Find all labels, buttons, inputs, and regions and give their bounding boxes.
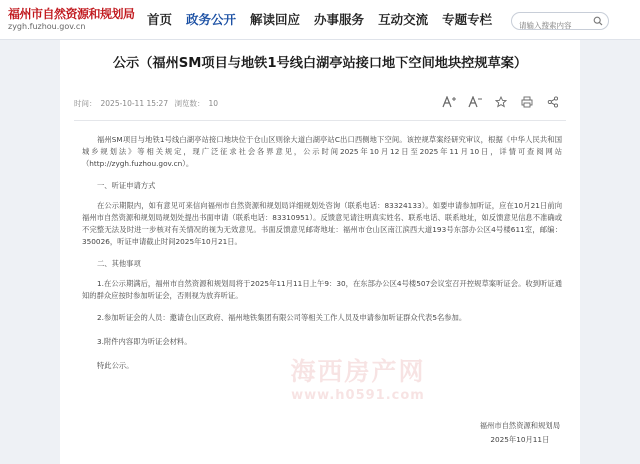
publish-time: 2025-10-11 15:27 bbox=[100, 99, 169, 108]
search-input[interactable] bbox=[512, 18, 590, 34]
nav-interaction[interactable]: 互动交流 bbox=[378, 12, 429, 27]
search-icon[interactable] bbox=[593, 16, 603, 26]
nav-government-affairs[interactable]: 政务公开 bbox=[186, 12, 237, 27]
section-heading-other: 二、其他事项 bbox=[97, 259, 141, 268]
search-box bbox=[511, 12, 609, 30]
view-count: 10 bbox=[208, 99, 219, 108]
signature bbox=[480, 419, 560, 447]
nav-special-topics[interactable]: 专题专栏 bbox=[442, 12, 493, 27]
paragraph-item-3: 3.附件内容即为听证会材料。 bbox=[97, 337, 192, 346]
article-panel bbox=[60, 40, 580, 464]
star-icon[interactable] bbox=[488, 95, 514, 109]
site-logo[interactable] bbox=[8, 7, 136, 32]
divider bbox=[74, 120, 566, 121]
views-label: 浏览数： bbox=[174, 99, 205, 108]
logo-url: zygh.fuzhou.gov.cn bbox=[8, 22, 86, 31]
paragraph-closing: 特此公示。 bbox=[97, 361, 134, 370]
site-header bbox=[0, 0, 640, 40]
nav-home[interactable]: 首页 bbox=[147, 12, 173, 27]
article-title: 公示（福州SM项目与地铁1号线白湖亭站接口地下空间地块控规草案） bbox=[112, 56, 528, 71]
article-body bbox=[82, 134, 562, 382]
print-icon[interactable] bbox=[514, 95, 540, 109]
paragraph-item-2: 2.参加听证会的人员：邀请仓山区政府、福州地铁集团有限公司等相关工作人员及申请参加听证群众代表5名参加。 bbox=[97, 313, 467, 322]
nav-services[interactable]: 办事服务 bbox=[314, 12, 365, 27]
paragraph-hearing: 在公示期限内，如有意见可来信向福州市自然资源和规划局详细规划处咨询（联系电话：83324133）。如要申请参加听证，应在10月21日前向福州市自然资源和规划局规划处提出书面申请（联系电话：83310951）。反馈意见请注明真实姓名、联系电话、联系地址，如反馈意见信息不准确或不完整无法及时进一步核对有关情况的视为无效意见。书面反馈意见邮寄地址：福州市仓山区南江滨西大道193号东部办公区4号楼611室，邮编：350026，听证申请截止时间2025年10月21日。 bbox=[82, 201, 562, 246]
time-label: 时间： bbox=[74, 99, 97, 108]
font-decrease-icon[interactable] bbox=[462, 95, 488, 109]
article-tools bbox=[436, 95, 566, 109]
logo-title: 福州市自然资源和规划局 bbox=[8, 7, 135, 21]
sign-date: 2025年10月11日 bbox=[490, 435, 550, 444]
main-nav bbox=[140, 0, 499, 40]
sign-org: 福州市自然资源和规划局 bbox=[479, 421, 560, 430]
font-increase-icon[interactable] bbox=[436, 95, 462, 109]
paragraph-item-1: 1.在公示期满后，福州市自然资源和规划局将于2025年11月11日上午9：30，在东部办公区4号楼507会议室召开控规草案听证会。收到听证通知的群众应按时参加听证会，否则视为放弃听证。 bbox=[82, 279, 562, 300]
paragraph-intro: 福州SM项目与地铁1号线白湖亭站接口地块位于仓山区则徐大道白湖亭站C出口西侧地下空间。该控规草案经研究审议，根据《中华人民共和国城乡规划法》等相关规定，现广泛征求社会各界意见，公示时间2025年10月12日至2025年11月10日，详情可查阅网站（http://zygh.fuzhou.gov.cn）。 bbox=[82, 135, 562, 168]
share-icon[interactable] bbox=[540, 95, 566, 109]
section-heading-hearing: 一、听证申请方式 bbox=[97, 181, 156, 190]
article-meta bbox=[74, 98, 222, 109]
nav-interpretation[interactable]: 解读回应 bbox=[250, 12, 301, 27]
